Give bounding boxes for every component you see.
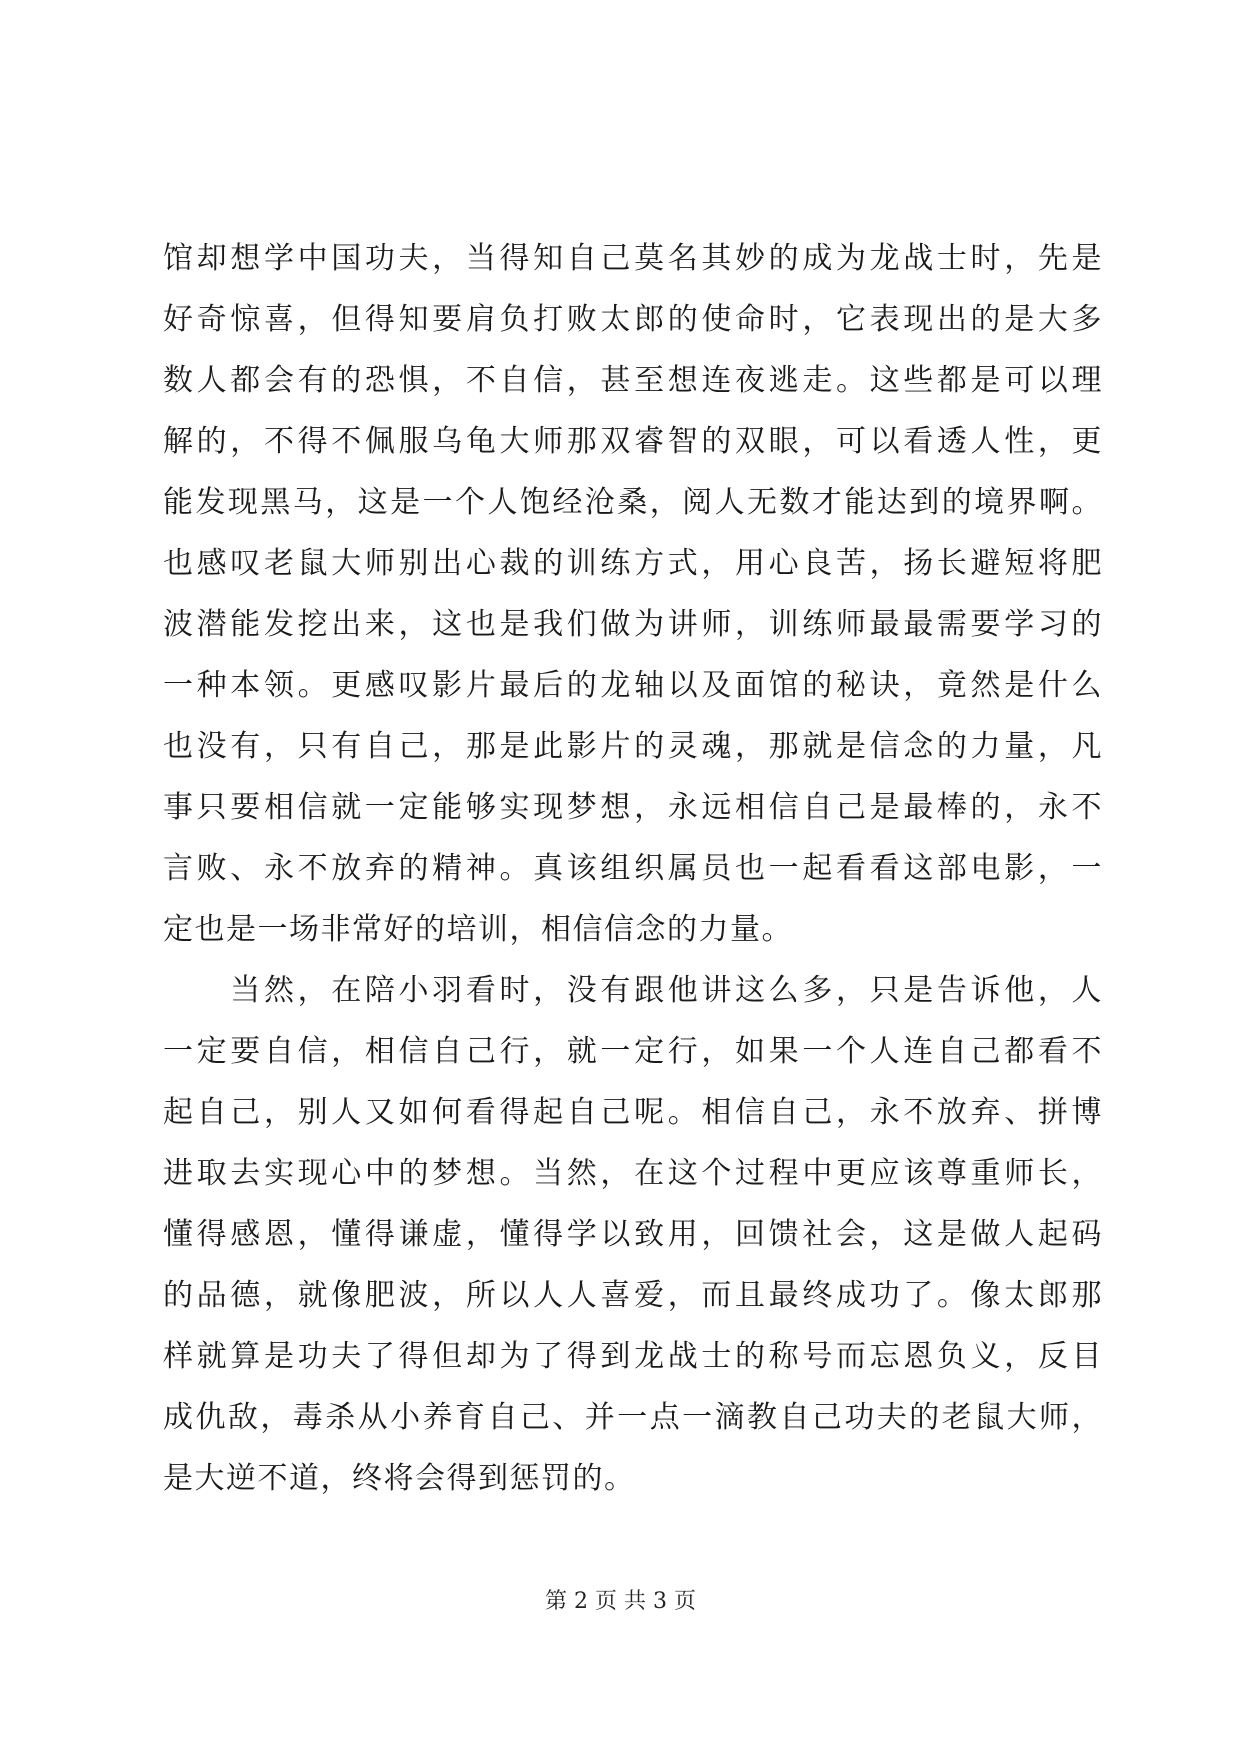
text-line: 言败、永不放弃的精神。真该组织属员也一起看看这部电影，一 xyxy=(163,851,1103,886)
text-line: 数人都会有的恐惧，不自信，甚至想连夜逃走。这些都是可以理 xyxy=(163,363,1103,398)
text-line: 样就算是功夫了得但却为了得到龙战士的称号而忘恩负义，反目 xyxy=(163,1339,1103,1374)
text-line: 馆却想学中国功夫，当得知自己莫名其妙的成为龙战士时，先是 xyxy=(163,241,1103,276)
text-line: 解的，不得不佩服乌龟大师那双睿智的双眼，可以看透人性，更 xyxy=(163,424,1103,459)
text-line: 起自己，别人又如何看得起自己呢。相信自己，永不放弃、拼博 xyxy=(163,1095,1103,1130)
text-line: 是大逆不道，终将会得到惩罚的。 xyxy=(163,1461,636,1496)
text-line: 进取去实现心中的梦想。当然，在这个过程中更应该尊重师长， xyxy=(163,1156,1103,1191)
text-line: 懂得感恩，懂得谦虚，懂得学以致用，回馈社会，这是做人起码 xyxy=(163,1217,1103,1252)
text-line: 好奇惊喜，但得知要肩负打败太郎的使命时，它表现出的是大多 xyxy=(163,302,1103,337)
text-line: 成仇敌，毒杀从小养育自己、并一点一滴教自己功夫的老鼠大师， xyxy=(163,1400,1103,1435)
text-line: 也没有，只有自己，那是此影片的灵魂，那就是信念的力量，凡 xyxy=(163,729,1103,764)
text-line: 定也是一场非常好的培训，相信信念的力量。 xyxy=(163,912,793,947)
text-line: 波潜能发挖出来，这也是我们做为讲师，训练师最最需要学习的 xyxy=(163,607,1103,642)
text-line: 事只要相信就一定能够实现梦想，永远相信自己是最棒的，永不 xyxy=(163,790,1103,825)
text-line: 一定要自信，相信自己行，就一定行，如果一个人连自己都看不 xyxy=(163,1034,1103,1069)
text-line: 一种本领。更感叹影片最后的龙轴以及面馆的秘诀，竟然是什么 xyxy=(163,668,1103,703)
body-text xyxy=(163,228,1103,1509)
page-number-footer: 第 2 页 共 3 页 xyxy=(545,1589,696,1614)
text-line: 也感叹老鼠大师别出心裁的训练方式，用心良苦，扬长避短将肥 xyxy=(163,546,1103,581)
text-line: 的品德，就像肥波，所以人人喜爱，而且最终成功了。像太郎那 xyxy=(163,1278,1103,1313)
text-line: 当然，在陪小羽看时，没有跟他讲这么多，只是告诉他，人 xyxy=(163,973,1103,1008)
text-line: 能发现黑马，这是一个人饱经沧桑，阅人无数才能达到的境界啊。 xyxy=(163,485,1103,520)
